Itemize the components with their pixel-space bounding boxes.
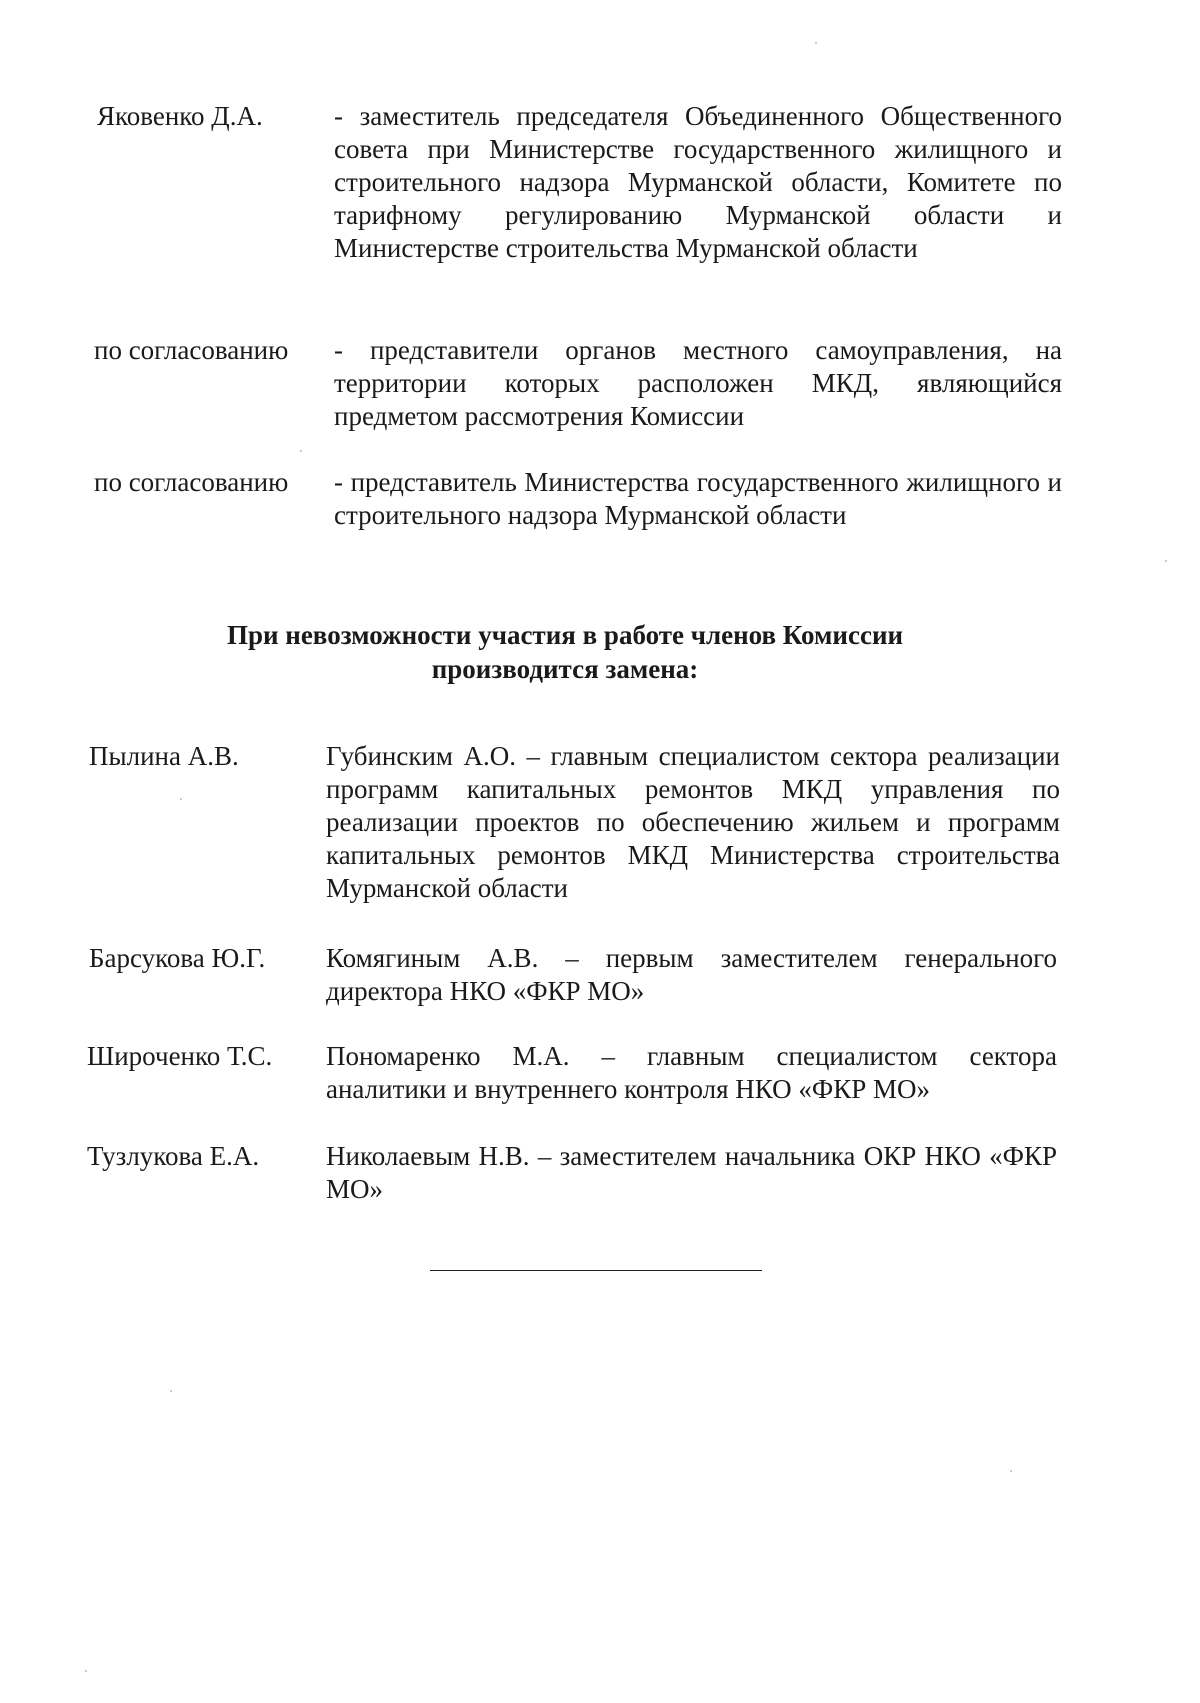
scan-speck [1165,560,1167,562]
scan-speck [1010,1470,1012,1472]
closing-rule [430,1270,762,1271]
replacement-name: Широченко Т.С. [87,1041,273,1071]
heading-line-2: производится замена: [431,654,699,684]
replacement-name: Барсукова Ю.Г. [89,943,266,973]
scan-speck [815,42,817,44]
replacement-description: Николаевым Н.В. – заместителем начальника ОКР НКО «ФКР МО» [326,1141,1057,1204]
member-description: - заместитель председателя Объединенного Общественного совета при Министерстве государственного жилищного и строительного надзора Мурманской области, Комитете по тарифному регулированию Мурманской области и Министерстве строительства Мурманской области [334,101,1062,263]
scan-speck [85,1670,87,1672]
member-name: по согласованию [94,467,289,497]
replacement-description: Губинским А.О. – главным специалистом сектора реализации программ капитальных ремонтов МКД управления по реализации проектов по обеспечению жильем и программ капитальных ремонтов МКД Министерства строительства Мурманской области [326,741,1060,903]
replacement-description: Пономаренко М.А. – главным специалистом сектора аналитики и внутреннего контроля НКО «ФКР МО» [326,1041,1057,1104]
scan-speck [180,798,182,800]
member-description: - представитель Министерства государственного жилищного и строительного надзора Мурманской области [334,467,1062,530]
replacement-description: Комягиным А.В. – первым заместителем генерального директора НКО «ФКР МО» [326,943,1057,1006]
scan-speck [300,450,302,452]
member-name: Яковенко Д.А. [97,101,263,131]
scan-speck [170,1390,172,1392]
replacement-name: Пылина А.В. [89,741,239,771]
member-description: - представители органов местного самоуправления, на территории которых расположен МКД, являющийся предметом рассмотрения Комиссии [334,335,1062,431]
replacement-heading [150,618,980,686]
member-name: по согласованию [94,335,289,365]
heading-line-1: При невозможности участия в работе членов Комиссии [226,620,904,650]
replacement-name: Тузлукова Е.А. [87,1141,260,1171]
